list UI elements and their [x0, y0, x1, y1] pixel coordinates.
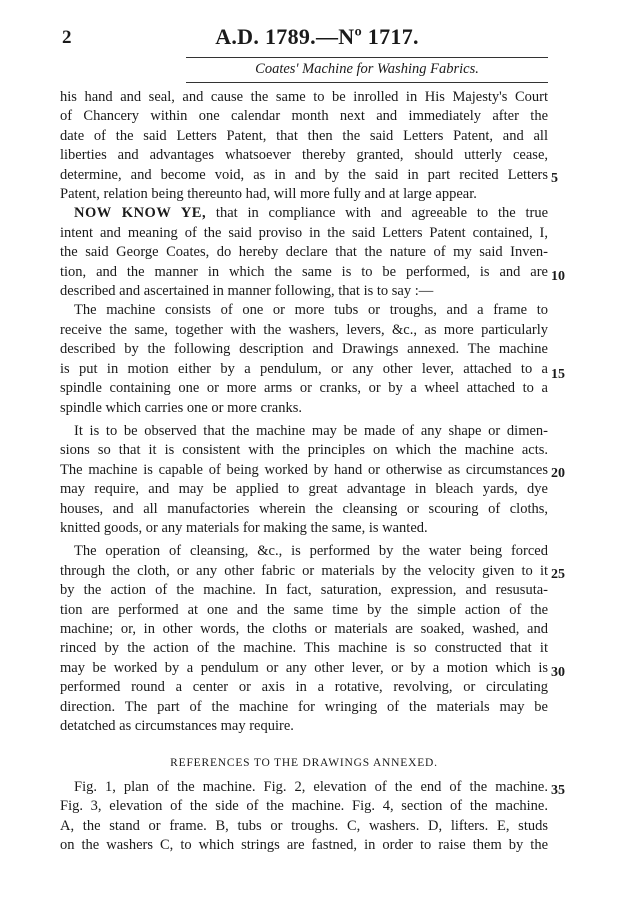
header-rule-top	[186, 57, 548, 58]
text-line: performed round a center or axis in a rotative, revolving, or circulating	[60, 679, 548, 696]
text-line: detatched as circumstances may require.	[60, 718, 294, 734]
line-number-30: 30	[551, 665, 565, 680]
text-line: on the washers C, to which strings are fastned, in order to raise them by the	[60, 837, 548, 854]
page-number: 2	[62, 27, 72, 48]
text-line: may be worked by a pendulum or any other lever, or by a motion which is	[60, 659, 548, 676]
text-line: by the action of the machine. In fact, saturation, expression, and resusuta-	[60, 582, 548, 599]
section-title: REFERENCES TO THE DRAWINGS ANNEXED.	[170, 757, 438, 770]
text-line: described by the following description and Drawings annexed. The machine	[60, 341, 548, 358]
text-line: rinced by the action of the machine. This machine is so constructed that it	[60, 640, 548, 657]
text-line: spindle containing one or more arms or cranks, or by a wheel attached to a	[60, 380, 548, 397]
text-line: Fig. 1, plan of the machine. Fig. 2, elevation of the end of the machine.	[74, 778, 548, 795]
text-line: through the cloth, or any other fabric or materials by the velocity given to it	[60, 562, 548, 579]
body-text	[60, 88, 548, 855]
text-line: The operation of cleansing, &c., is performed by the water being forced	[74, 543, 548, 560]
text-line: his hand and seal, and cause the same to be inrolled in His Majesty's Court	[60, 89, 548, 105]
text-line: determine, and become void, as in and by the said in part recited Letters	[60, 166, 548, 183]
text-line: is put in motion either by a pendulum, or any other lever, attached to a	[60, 360, 548, 377]
text-line: machine; or, in other words, the cloths or materials are soaked, washed, and	[60, 620, 548, 637]
text-line	[60, 204, 548, 223]
text-line: of Chancery within one calendar month next and immediately after the	[60, 108, 548, 125]
text-line: houses, and all manufactories wherein the cleansing or scouring of cloths,	[60, 500, 548, 517]
line-number-20: 20	[551, 466, 565, 481]
text-line: receive the same, together with the washers, levers, &c., as more particularly	[60, 321, 548, 338]
line-number-15: 15	[551, 367, 565, 382]
line-number-25: 25	[551, 567, 565, 582]
line-number-10: 10	[551, 269, 565, 284]
text-line: knitted goods, or any materials for making the same, is wanted.	[60, 519, 428, 536]
text-line: tion, and the manner in which the same is to be performed, is and are	[60, 263, 548, 280]
line-number-35: 35	[551, 783, 565, 798]
text-line: sions so that it is consistent with the principles on which the machine acts.	[60, 442, 548, 459]
patent-heading: A.D. 1789.—Nº 1717.	[215, 24, 419, 49]
text-line: date of the said Letters Patent, that then the said Letters Patent, and all	[60, 127, 548, 144]
text-line: It is to be observed that the machine may be made of any shape or dimen-	[74, 422, 548, 439]
text-line: the said George Coates, do hereby declare that the nature of my said Inven-	[60, 244, 548, 261]
text-line-rest: that in compliance with and agreeable to the true	[206, 205, 549, 222]
text-line: Fig. 3, elevation of the side of the machine. Fig. 4, section of the machine.	[60, 798, 548, 815]
text-line: described and ascertained in manner following, that is to say :—	[60, 283, 434, 300]
text-line: liberties and advantages whatsoever thereby granted, should utterly cease,	[60, 147, 548, 164]
text-line: A, the stand or frame. B, tubs or troughs. C, washers. D, lifters. E, studs	[60, 817, 548, 834]
header-rule-bottom	[186, 82, 548, 83]
text-line: Patent, relation being thereunto had, will more fully and at large appear.	[60, 186, 477, 203]
text-line: may require, and may be applied to great advantage in bleach yards, dye	[60, 481, 548, 498]
line-number-5: 5	[551, 171, 558, 186]
text-line: The machine is capable of being worked by hand or otherwise as circumstances	[60, 461, 548, 478]
text-line: tion are performed at one and the same time by the simple action of the	[60, 601, 548, 618]
now-know-ye: NOW KNOW YE,	[74, 205, 207, 222]
text-line: The machine consists of one or more tubs or troughs, and a frame to	[74, 302, 548, 319]
text-line: intent and meaning of the said proviso in the said Letters Patent contained, I,	[60, 224, 548, 241]
text-line: direction. The part of the machine for wringing of the materials may be	[60, 698, 548, 715]
running-title: Coates' Machine for Washing Fabrics.	[255, 61, 479, 77]
text-line: spindle which carries one or more cranks.	[60, 399, 302, 416]
